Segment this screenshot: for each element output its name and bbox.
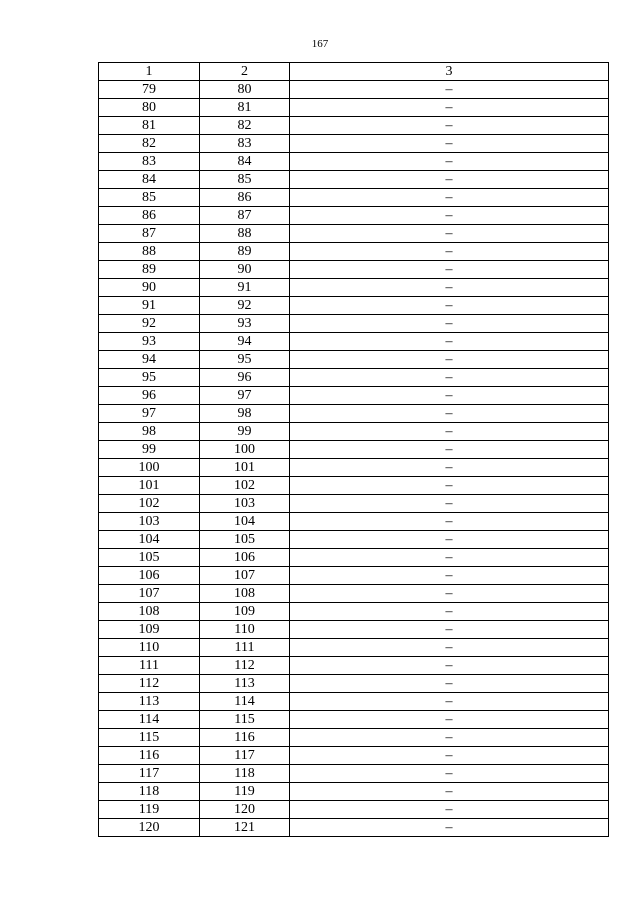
table-cell-number: 107 [99, 585, 200, 603]
table-row [99, 819, 609, 837]
table-cell-number: 121 [200, 819, 290, 837]
table-cell-number: 94 [200, 333, 290, 351]
table-row [99, 621, 609, 639]
table-row [99, 747, 609, 765]
table-cell-number: 117 [99, 765, 200, 783]
table-cell-number: 96 [200, 369, 290, 387]
table-row [99, 711, 609, 729]
table-cell-value: – [290, 279, 609, 297]
table-cell-number: 83 [99, 153, 200, 171]
table-cell-value: – [290, 459, 609, 477]
table-row [99, 513, 609, 531]
table-row [99, 423, 609, 441]
table-cell-number: 111 [200, 639, 290, 657]
table-cell-number: 92 [200, 297, 290, 315]
table-cell-number: 118 [99, 783, 200, 801]
table-cell-value: – [290, 351, 609, 369]
table-row [99, 549, 609, 567]
table-cell-number: 99 [200, 423, 290, 441]
table-cell-number: 113 [99, 693, 200, 711]
table-cell-number: 87 [200, 207, 290, 225]
table-cell-number: 106 [200, 549, 290, 567]
table-cell-value: – [290, 171, 609, 189]
table-cell-number: 110 [99, 639, 200, 657]
table-cell-number: 91 [200, 279, 290, 297]
table-cell-number: 97 [99, 405, 200, 423]
table-row [99, 135, 609, 153]
table-cell-number: 89 [99, 261, 200, 279]
table-cell-number: 90 [200, 261, 290, 279]
table-cell-value: – [290, 117, 609, 135]
column-header: 1 [99, 63, 200, 81]
table-cell-number: 101 [99, 477, 200, 495]
table-cell-number: 115 [200, 711, 290, 729]
table-cell-value: – [290, 639, 609, 657]
table-row [99, 477, 609, 495]
table-cell-value: – [290, 819, 609, 837]
table-cell-number: 102 [200, 477, 290, 495]
table-cell-number: 114 [99, 711, 200, 729]
table-row [99, 225, 609, 243]
table-cell-value: – [290, 549, 609, 567]
table-row [99, 603, 609, 621]
table-row [99, 405, 609, 423]
table-cell-number: 120 [200, 801, 290, 819]
table-cell-number: 108 [99, 603, 200, 621]
table-cell-value: – [290, 585, 609, 603]
table-cell-number: 87 [99, 225, 200, 243]
table-cell-value: – [290, 765, 609, 783]
table-cell-value: – [290, 675, 609, 693]
table-cell-value: – [290, 243, 609, 261]
table-cell-value: – [290, 603, 609, 621]
table-cell-value: – [290, 405, 609, 423]
table-cell-number: 104 [200, 513, 290, 531]
table-cell-value: – [290, 729, 609, 747]
table-cell-number: 93 [200, 315, 290, 333]
table-cell-value: – [290, 531, 609, 549]
table-row [99, 333, 609, 351]
table-cell-number: 118 [200, 765, 290, 783]
table-cell-value: – [290, 477, 609, 495]
table-cell-number: 85 [200, 171, 290, 189]
table-cell-number: 104 [99, 531, 200, 549]
table-cell-number: 110 [200, 621, 290, 639]
table-row [99, 801, 609, 819]
table-cell-number: 119 [99, 801, 200, 819]
table-cell-number: 119 [200, 783, 290, 801]
table-cell-number: 102 [99, 495, 200, 513]
table-cell-value: – [290, 189, 609, 207]
table-cell-value: – [290, 423, 609, 441]
table-cell-value: – [290, 567, 609, 585]
table-row [99, 693, 609, 711]
table-cell-number: 94 [99, 351, 200, 369]
table-row [99, 657, 609, 675]
table-row [99, 585, 609, 603]
table-body [99, 81, 609, 837]
table-cell-number: 103 [99, 513, 200, 531]
table-cell-value: – [290, 297, 609, 315]
table-row [99, 117, 609, 135]
table-cell-value: – [290, 621, 609, 639]
table-cell-number: 91 [99, 297, 200, 315]
table-row [99, 567, 609, 585]
page-number: 167 [311, 38, 329, 50]
table-row [99, 153, 609, 171]
table-cell-number: 92 [99, 315, 200, 333]
column-header: 3 [290, 63, 609, 81]
table-cell-value: – [290, 369, 609, 387]
table-cell-number: 86 [99, 207, 200, 225]
table-cell-number: 103 [200, 495, 290, 513]
table-row [99, 189, 609, 207]
table-row [99, 171, 609, 189]
table-cell-value: – [290, 225, 609, 243]
table-cell-number: 86 [200, 189, 290, 207]
table-row [99, 351, 609, 369]
table-cell-number: 114 [200, 693, 290, 711]
table-cell-number: 95 [200, 351, 290, 369]
table-cell-number: 79 [99, 81, 200, 99]
table-cell-value: – [290, 513, 609, 531]
table-row [99, 729, 609, 747]
table-cell-value: – [290, 333, 609, 351]
table-cell-value: – [290, 207, 609, 225]
table-cell-number: 84 [99, 171, 200, 189]
table-row [99, 279, 609, 297]
table-cell-value: – [290, 261, 609, 279]
table-cell-number: 93 [99, 333, 200, 351]
table-cell-number: 109 [99, 621, 200, 639]
table-cell-number: 116 [200, 729, 290, 747]
table-cell-number: 80 [99, 99, 200, 117]
table-cell-number: 107 [200, 567, 290, 585]
table-cell-number: 112 [200, 657, 290, 675]
table-row [99, 639, 609, 657]
table-row [99, 783, 609, 801]
table-cell-number: 105 [200, 531, 290, 549]
table-cell-number: 80 [200, 81, 290, 99]
table-cell-value: – [290, 153, 609, 171]
table-cell-number: 106 [99, 567, 200, 585]
table-cell-number: 112 [99, 675, 200, 693]
table-cell-value: – [290, 315, 609, 333]
table-cell-number: 105 [99, 549, 200, 567]
table-cell-value: – [290, 81, 609, 99]
table-cell-number: 98 [200, 405, 290, 423]
table-cell-number: 117 [200, 747, 290, 765]
table-cell-number: 88 [200, 225, 290, 243]
table-row [99, 243, 609, 261]
table-row [99, 387, 609, 405]
table-cell-value: – [290, 495, 609, 513]
table-cell-number: 82 [200, 117, 290, 135]
table-cell-number: 95 [99, 369, 200, 387]
table-cell-number: 99 [99, 441, 200, 459]
table-cell-number: 115 [99, 729, 200, 747]
table-cell-number: 81 [200, 99, 290, 117]
table-cell-number: 108 [200, 585, 290, 603]
table-cell-value: – [290, 801, 609, 819]
table-cell-value: – [290, 387, 609, 405]
table-cell-number: 100 [200, 441, 290, 459]
table-cell-number: 83 [200, 135, 290, 153]
table-cell-number: 98 [99, 423, 200, 441]
table-cell-value: – [290, 693, 609, 711]
table-row [99, 315, 609, 333]
table-cell-number: 81 [99, 117, 200, 135]
table-row [99, 81, 609, 99]
table-row [99, 675, 609, 693]
table-cell-number: 113 [200, 675, 290, 693]
table-header-row [99, 63, 609, 81]
table-row [99, 207, 609, 225]
table-row [99, 765, 609, 783]
table-cell-number: 90 [99, 279, 200, 297]
table-cell-number: 89 [200, 243, 290, 261]
table-row [99, 441, 609, 459]
table-cell-number: 111 [99, 657, 200, 675]
table-row [99, 261, 609, 279]
table-cell-number: 82 [99, 135, 200, 153]
table-cell-number: 88 [99, 243, 200, 261]
table-cell-number: 120 [99, 819, 200, 837]
table-cell-value: – [290, 657, 609, 675]
table-cell-number: 100 [99, 459, 200, 477]
table-cell-number: 116 [99, 747, 200, 765]
table-cell-value: – [290, 747, 609, 765]
table-cell-value: – [290, 99, 609, 117]
table-cell-number: 97 [200, 387, 290, 405]
data-table [98, 62, 609, 837]
table-cell-number: 85 [99, 189, 200, 207]
table-row [99, 369, 609, 387]
table-row [99, 297, 609, 315]
table-row [99, 459, 609, 477]
table-row [99, 531, 609, 549]
table-cell-number: 96 [99, 387, 200, 405]
table-cell-value: – [290, 711, 609, 729]
table-cell-number: 109 [200, 603, 290, 621]
table-cell-value: – [290, 135, 609, 153]
table-row [99, 99, 609, 117]
column-header: 2 [200, 63, 290, 81]
table-cell-number: 84 [200, 153, 290, 171]
table-row [99, 495, 609, 513]
table-cell-value: – [290, 783, 609, 801]
table-cell-number: 101 [200, 459, 290, 477]
table-cell-value: – [290, 441, 609, 459]
